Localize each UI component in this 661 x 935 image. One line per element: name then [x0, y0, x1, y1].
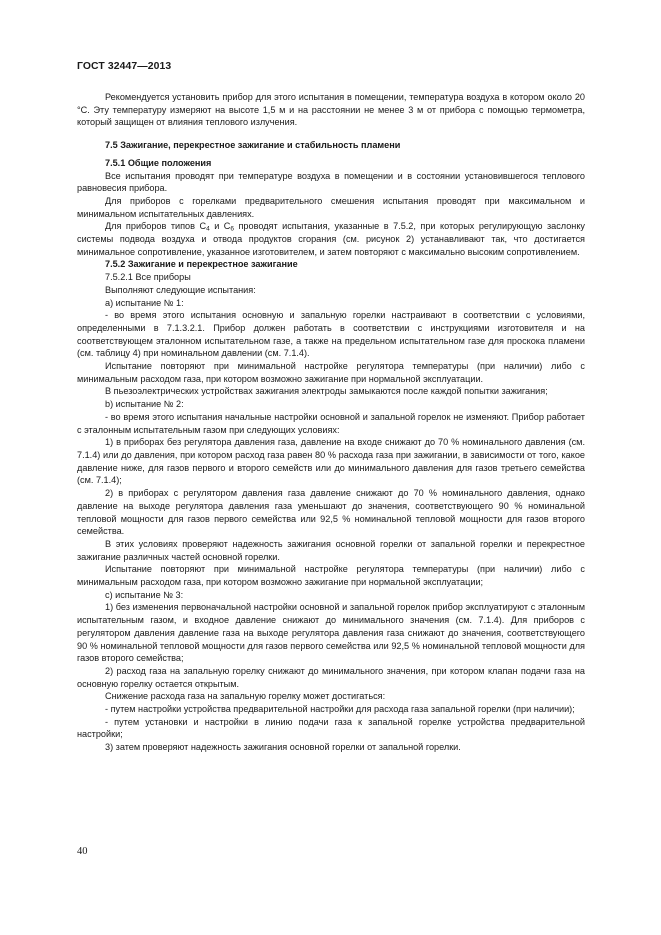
- list-item-test-1: а) испытание № 1:: [105, 297, 184, 308]
- paragraph: - во время этого испытания начальные настройки основной и запальной горелок не изменяют. Прибор работает с эталонным испытательным газом при следующих условиях:: [77, 411, 585, 435]
- paragraph: Рекомендуется установить прибор для этого испытания в помещении, температура воздуха в котором около 20 °С. Эту температуру измеряют на высоте 1,5 м и на расстоянии не менее 3 м от прибора с помощью термометра, который защищен от влияния теплового излучения.: [77, 92, 585, 128]
- paragraph: Для приборов с горелками предварительного смешения испытания проводят при максимальном и минимальном испытательных давлениях.: [77, 195, 585, 219]
- page-number: 40: [77, 846, 88, 857]
- page-body: [77, 91, 585, 754]
- standard-designation: ГОСТ 32447—2013: [77, 61, 172, 72]
- paragraph: 2) расход газа на запальную горелку снижают до минимального значения, при котором клапан подачи газа на основную горелку остается открытым.: [77, 665, 585, 689]
- paragraph: Испытание повторяют при минимальной настройке регулятора температуры (при наличии) либо с минимальным расходом газа, при котором возможно зажигание при нормальной эксплуатации.: [77, 361, 585, 384]
- list-item-test-3: с) испытание № 3:: [105, 589, 184, 600]
- paragraph: 1) в приборах без регулятора давления газа, давление на входе снижают до 70 % номинального давления (см. 7.1.4) или до давления, при котором расход газа равен 80 % расхода газа при зажигании, в зависимости от того, какое давление ниже, для газов первого и второго семейств или до минимального давления для газов третьего семейства (см. 7.1.4);: [77, 437, 585, 486]
- clause-7-5-2-1: 7.5.2.1 Все приборы: [105, 272, 191, 283]
- paragraph: - путем установки и настройки в линию подачи газа к запальной горелке устройства предварительной настройки;: [77, 716, 585, 740]
- paragraph: В пьезоэлектрических устройствах зажигания электроды замыкаются после каждой попытки зажигания;: [105, 386, 548, 397]
- subsection-heading-7-5-2: 7.5.2 Зажигание и перекрестное зажигание: [105, 259, 298, 270]
- paragraph: Испытание повторяют при минимальной настройке регулятора температуры (при наличии) либо с минимальным расходом газа, при котором возможно зажигание при нормальной эксплуатации;: [77, 564, 585, 588]
- paragraph: Выполняют следующие испытания:: [105, 284, 256, 295]
- paragraph: Все испытания проводят при температуре воздуха в помещении и в состоянии установившегося теплового равновесия прибора.: [77, 170, 585, 194]
- paragraph-c4-c6: Для приборов типов $С_4$ и $С_6$ проводят испытания, указанные в 7.5.2, при которых регулирующую заслонку системы подвода воздуха и отвода продуктов сгорания (см. рисунок 2) устанавливают так, что достигается минимальное сопротивление, указанное изготовителем, и затем повторяют с максимально высоким сопротивлением.: [77, 221, 585, 257]
- subsection-heading-7-5-1: 7.5.1 Общие положения: [105, 157, 212, 168]
- section-heading-7-5: 7.5 Зажигание, перекрестное зажигание и стабильность пламени: [105, 140, 401, 151]
- paragraph: 2) в приборах с регулятором давления газа давление снижают до 70 % номинального давления, однако давление на выходе регулятора давления газа уменьшают до значения, соответствующего 90 % номинальной тепловой мощности для газов первого семейства или 92,5 % номинальной тепловой мощности для газов второго семейства.: [77, 488, 585, 537]
- list-item-test-2: b) испытание № 2:: [105, 399, 184, 410]
- paragraph: - путем настройки устройства предварительной настройки для расхода газа запальной горелки (при наличии);: [105, 704, 575, 715]
- paragraph: Снижение расхода газа на запальную горелку может достигаться:: [105, 691, 386, 702]
- paragraph: В этих условиях проверяют надежность зажигания основной горелки от запальной горелки и перекрестное зажигание различных частей основной горелки.: [77, 538, 585, 562]
- paragraph: - во время этого испытания основную и запальную горелки настраивают в соответствии с условиями, определенными в 7.1.3.2.1. Прибор должен работать в соответствии с инструкциями изготовителя и на соответствующем эталонном испытательном газе, а также на предельном испытательном газе для проскока пламени (см. таблицу 4) при номинальном давлении (см. 7.1.4).: [77, 310, 585, 359]
- paragraph: 1) без изменения первоначальной настройки основной и запальной горелок прибор эксплуатируют с эталонным испытательным газом, и входное давление снижают до минимального значения (см. 7.1.4). Для приборов с регулятором давления давление газа на выходе регулятора давления газа снижают до значения, соответствующего 90 % номинальной тепловой мощности для газов первого семейства или 92,5 % номинальной тепловой мощности для газов второго семейства;: [77, 602, 585, 664]
- paragraph: 3) затем проверяют надежность зажигания основной горелки от запальной горелки.: [105, 742, 461, 753]
